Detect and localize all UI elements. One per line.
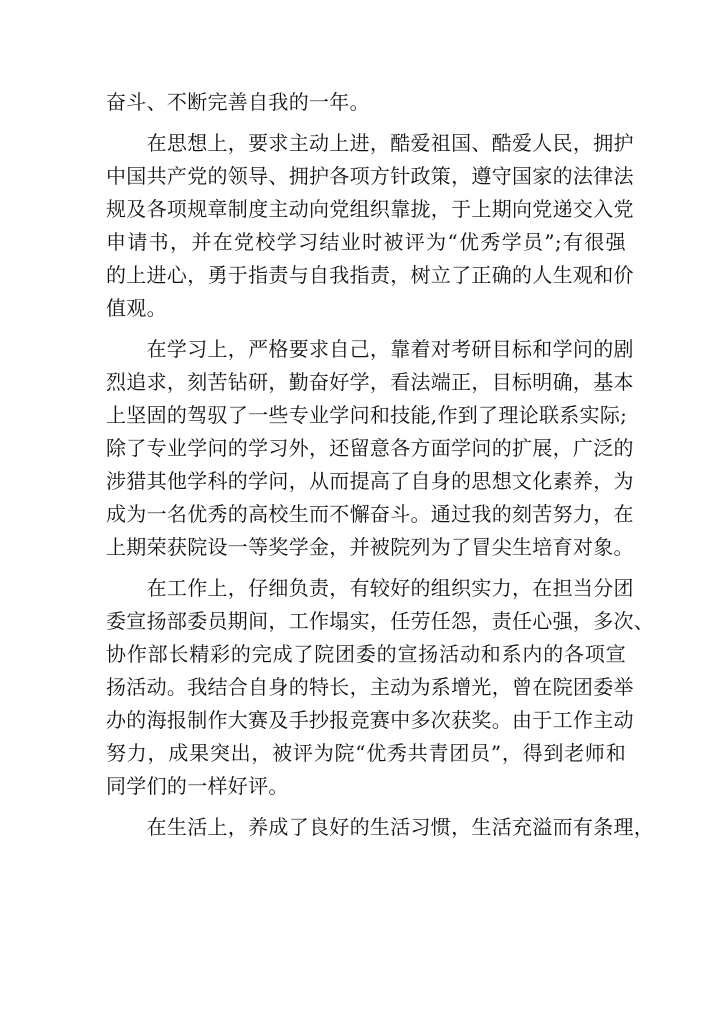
text-line: 在工作上，仔细负责，有较好的组织实力，在担当分团 [106,576,634,600]
text-line: 奋斗、不断完善自我的一年。 [106,90,370,114]
text-line: 成为一名优秀的高校生而不懈奋斗。通过我的刻苦努力，在 [106,502,634,526]
text-line: 中国共产党的领导、拥护各项方针政策，遵守国家的法律法 [106,164,634,188]
paragraph-life [106,811,655,844]
paragraph-work [106,572,655,803]
paragraph-thought [106,127,634,325]
document-body [106,86,655,844]
text-line: 除了专业学问的学习外，还留意各方面学问的扩展，广泛的 [106,436,634,460]
text-line: 委宣扬部委员期间，工作塌实，任劳任怨，责任心强，多次、 [106,609,655,633]
text-line: 协作部长精彩的完成了院团委的宣扬活动和系内的各项宣 [106,642,626,666]
text-line: 在生活上，养成了良好的生活习惯，生活充溢而有条理， [106,815,655,839]
text-line: 值观。 [106,296,167,320]
text-line: 在学习上，严格要求自己，靠着对考研目标和学问的剧 [106,337,634,361]
text-line: 扬活动。我结合自身的特长，主动为系增光，曾在院团委举 [106,675,634,699]
paragraph-intro [106,86,626,119]
text-line: 办的海报制作大赛及手抄报竞赛中多次获奖。由于工作主动 [106,708,634,732]
text-line: 的上进心，勇于指责与自我指责，树立了正确的人生观和价 [106,263,634,287]
text-line: 烈追求，刻苦钻研，勤奋好学，看法端正，目标明确，基本 [106,370,634,394]
text-line: 规及各项规章制度主动向党组织靠拢，于上期向党递交入党 [106,197,634,221]
text-line: 上坚固的驾驭了一些专业学问和技能,作到了理论联系实际; [106,403,628,427]
text-line: 同学们的一样好评。 [106,774,289,798]
text-line: 上期荣获院设一等奖学金，并被院列为了冒尖生培育对象。 [106,535,634,559]
text-line: 申请书，并在党校学习结业时被评为“优秀学员”;有很强 [106,230,626,254]
paragraph-study [106,333,634,564]
text-line: 涉猎其他学科的学问，从而提高了自身的思想文化素养，为 [106,469,634,493]
text-line: 努力，成果突出，被评为院“优秀共青团员”，得到老师和 [106,741,626,765]
text-line: 在思想上，要求主动上进，酷爱祖国、酷爱人民，拥护 [106,131,634,155]
